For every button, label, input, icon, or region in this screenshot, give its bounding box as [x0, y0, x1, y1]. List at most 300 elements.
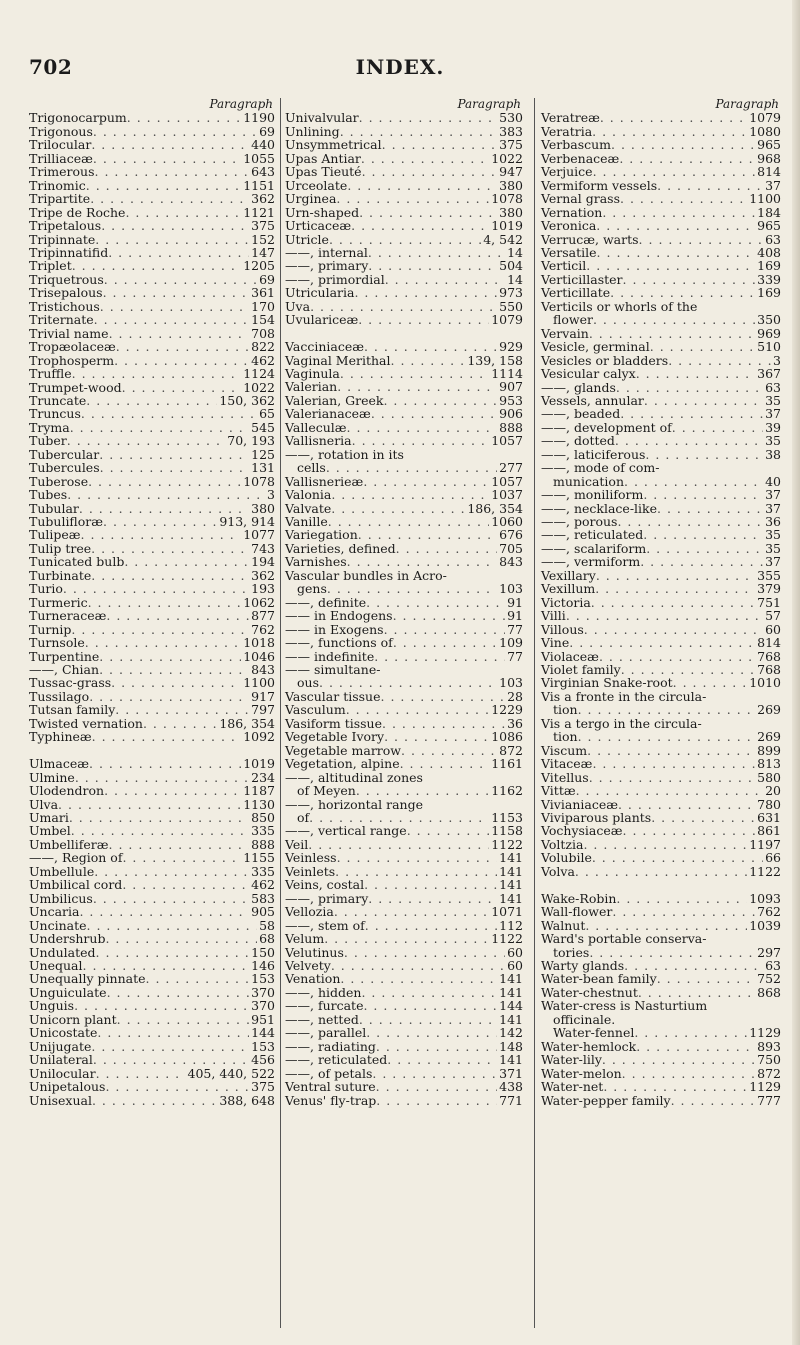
- index-entry: [541, 650, 781, 663]
- index-entry: [29, 824, 275, 837]
- paragraph-reference: 969: [757, 325, 781, 341]
- index-entry: [29, 569, 275, 582]
- paragraph-reference: 676: [499, 527, 523, 543]
- index-entry: [541, 959, 781, 972]
- index-term: Valerianaceæ: [285, 406, 371, 422]
- index-entry: [285, 690, 523, 703]
- paragraph-reference: 530: [499, 110, 523, 126]
- index-entry: [541, 865, 781, 878]
- index-entry: [285, 838, 523, 851]
- paragraph-reference: 1130: [243, 796, 275, 812]
- dot-leader: [595, 582, 755, 595]
- paragraph-reference: 36: [507, 715, 523, 731]
- index-term: Verbenaceæ: [541, 150, 620, 166]
- dot-leader: [104, 273, 257, 286]
- paragraph-reference: 379: [757, 581, 781, 597]
- paragraph-reference: 1100: [749, 191, 781, 207]
- index-entry: [541, 313, 781, 326]
- index-term: Water-melon: [541, 1065, 622, 1081]
- index-term: Violaceæ: [541, 648, 599, 664]
- paragraph-reference: 20: [765, 783, 781, 799]
- index-term: Trigonocarpum: [29, 110, 127, 126]
- paragraph-reference: 545: [251, 419, 275, 435]
- paragraph-reference: 872: [757, 1065, 781, 1081]
- dot-leader: [636, 367, 755, 380]
- index-term: Tristichous: [29, 298, 100, 314]
- index-term: Truffle: [29, 366, 72, 382]
- index-term: Vitellus: [541, 769, 589, 785]
- paragraph-reference: 37: [765, 487, 781, 503]
- index-entry: [285, 219, 523, 232]
- index-term: ——, internal: [285, 244, 368, 260]
- index-term: Vernation: [541, 204, 603, 220]
- index-entry: [541, 1026, 781, 1039]
- dot-leader: [376, 1040, 497, 1053]
- paragraph-reference: 861: [757, 823, 781, 839]
- index-term: Umari: [29, 809, 69, 825]
- dot-leader: [586, 259, 755, 272]
- index-entry: [29, 784, 275, 797]
- dot-leader: [85, 636, 241, 649]
- paragraph-reference: 148: [499, 1038, 523, 1054]
- index-term: Unlining: [285, 123, 340, 139]
- paragraph-reference: 28: [507, 688, 523, 704]
- index-entry: [541, 999, 781, 1012]
- index-entry: [29, 676, 275, 689]
- index-term: Tubes: [29, 487, 68, 503]
- paragraph-reference: 1079: [491, 312, 523, 328]
- dot-leader: [668, 354, 771, 367]
- paragraph-reference: 965: [757, 218, 781, 234]
- paragraph-reference: 38: [765, 446, 781, 462]
- index-term: ——, necklace-like: [541, 500, 658, 516]
- index-term: Valerian: [285, 379, 338, 395]
- index-term: Tripe de Roche: [29, 204, 126, 220]
- index-entry: [29, 246, 275, 259]
- index-term: Tryma: [29, 419, 70, 435]
- dot-leader: [368, 259, 497, 272]
- index-entry: [285, 636, 523, 649]
- index-term: Undulated: [29, 944, 96, 960]
- index-term: Velutinus: [285, 944, 344, 960]
- dot-leader: [107, 986, 250, 999]
- index-term: Vexillum: [541, 581, 596, 597]
- index-term: Water-chestnut: [541, 984, 638, 1000]
- index-entry: [541, 932, 781, 945]
- dot-leader: [644, 394, 763, 407]
- dot-leader: [368, 246, 505, 259]
- index-entry: [541, 690, 781, 703]
- paragraph-reference: 1121: [243, 204, 275, 220]
- dot-leader: [67, 488, 265, 501]
- paragraph-reference: 154: [251, 312, 275, 328]
- index-term: officinale.: [553, 1011, 616, 1027]
- index-entry: [541, 179, 781, 192]
- index-term: Ward's portable conserva-: [541, 931, 707, 947]
- paragraph-reference: 850: [251, 809, 275, 825]
- paragraph-reference: 899: [757, 742, 781, 758]
- index-term: Vivianiaceæ: [541, 796, 618, 812]
- dot-leader: [593, 313, 755, 326]
- index-entry: [285, 555, 523, 568]
- index-term: Water-cress is Nasturtium: [541, 998, 708, 1014]
- index-term: Verticillaster: [541, 271, 623, 287]
- index-term: Unguis: [29, 998, 75, 1014]
- dot-leader: [96, 946, 250, 959]
- index-entry: [29, 932, 275, 945]
- index-term: ——, horizontal range: [285, 796, 423, 812]
- paragraph-reference: 194: [251, 554, 275, 570]
- paragraph-reference: 1055: [243, 150, 275, 166]
- index-term: —— indefinite: [285, 648, 375, 664]
- paragraph-reference: 146: [251, 957, 275, 973]
- index-term: Vessels, annular: [541, 392, 644, 408]
- paragraph-reference: 150, 362: [219, 392, 275, 408]
- index-entry: [541, 434, 781, 447]
- paragraph-reference: 1060: [491, 514, 523, 530]
- dot-leader: [393, 609, 506, 622]
- paragraph-reference: 438: [499, 1079, 523, 1095]
- index-term: flower: [553, 312, 593, 328]
- index-term: Tussac-grass: [29, 675, 112, 691]
- dot-leader: [361, 152, 489, 165]
- index-entry: [285, 192, 523, 205]
- dot-leader: [366, 596, 505, 609]
- index-entry: [29, 394, 275, 407]
- index-entry: [541, 502, 781, 515]
- index-term: Venus' fly-trap: [285, 1092, 377, 1108]
- dot-leader: [603, 1080, 747, 1093]
- index-term: Tripetalous: [29, 218, 102, 234]
- paragraph-reference: 14: [507, 271, 523, 287]
- index-term: ——, definite: [285, 594, 367, 610]
- index-entry: [29, 690, 275, 703]
- index-entry: [541, 555, 781, 568]
- paragraph-reference: 58: [259, 917, 275, 933]
- dot-leader: [401, 744, 497, 757]
- dot-leader: [124, 555, 249, 568]
- index-term: Unilocular: [29, 1065, 96, 1081]
- paragraph-reference: 1010: [749, 675, 781, 691]
- index-entry: [29, 596, 275, 609]
- index-term: Valerian, Greek: [285, 392, 384, 408]
- index-entry: [285, 757, 523, 770]
- paragraph-reference: 186, 354: [467, 500, 523, 516]
- index-entry: [541, 111, 781, 124]
- paragraph-reference: 1039: [749, 917, 781, 933]
- index-entry: [541, 407, 781, 420]
- dot-leader: [347, 555, 498, 568]
- dot-leader: [599, 650, 755, 663]
- index-entry: [285, 650, 523, 663]
- index-term: Vegetation, alpine: [285, 756, 400, 772]
- index-entry: [285, 999, 523, 1012]
- paragraph-reference: 953: [499, 392, 523, 408]
- paragraph-reference: 63: [765, 957, 781, 973]
- paragraph-reference: 370: [251, 998, 275, 1014]
- index-entry: [285, 313, 523, 326]
- index-entry: [285, 394, 523, 407]
- index-term: Unicorn plant: [29, 1011, 117, 1027]
- paragraph-reference: 868: [757, 984, 781, 1000]
- dot-leader: [326, 461, 497, 474]
- index-term: Unisexual: [29, 1092, 92, 1108]
- dot-leader: [337, 380, 497, 393]
- index-term: Ulva: [29, 796, 59, 812]
- paragraph-reference: 35: [765, 392, 781, 408]
- index-entry: [541, 448, 781, 461]
- index-entry: [29, 421, 275, 434]
- index-entry: [541, 125, 781, 138]
- index-entry: [29, 865, 275, 878]
- index-entry: [29, 152, 275, 165]
- index-term: Umbellule: [29, 863, 95, 879]
- paragraph-reference: 35: [765, 527, 781, 543]
- dot-leader: [94, 313, 250, 326]
- dot-leader: [576, 784, 763, 797]
- dot-leader: [329, 233, 481, 246]
- dot-leader: [79, 905, 249, 918]
- index-term: Water-lily: [541, 1052, 602, 1068]
- index-entry: [541, 1080, 781, 1093]
- dot-leader: [346, 703, 489, 716]
- dot-leader: [91, 1040, 249, 1053]
- dot-leader: [125, 206, 241, 219]
- index-entry: [285, 367, 523, 380]
- index-term: Vanille: [285, 514, 328, 530]
- dot-leader: [371, 407, 497, 420]
- index-term: Valonia: [285, 487, 332, 503]
- index-term: tion: [553, 729, 578, 745]
- index-term: Veil: [285, 836, 309, 852]
- index-entry: [285, 919, 523, 932]
- dot-leader: [99, 448, 249, 461]
- index-entry: [29, 179, 275, 192]
- index-entry: [285, 111, 523, 124]
- paragraph-reference: 57: [765, 608, 781, 624]
- dot-leader: [618, 798, 755, 811]
- index-entry: [29, 650, 275, 663]
- dot-leader: [391, 354, 466, 367]
- dot-leader: [596, 219, 755, 232]
- dot-leader: [584, 623, 763, 636]
- index-entry: [541, 273, 781, 286]
- dot-leader: [63, 582, 249, 595]
- index-entry: [285, 233, 523, 246]
- paragraph-reference: 375: [251, 218, 275, 234]
- index-term: Vis a tergo in the circula-: [541, 715, 702, 731]
- paragraph-reference: 1086: [491, 729, 523, 745]
- paragraph-reference: 1062: [243, 594, 275, 610]
- index-term: —— in Exogens: [285, 621, 384, 637]
- dot-leader: [93, 1053, 249, 1066]
- index-entry: [285, 730, 523, 743]
- running-head: INDEX.: [355, 55, 445, 79]
- index-term: ——, Chian: [29, 662, 100, 678]
- index-term: Vegetable marrow: [285, 742, 402, 758]
- index-entry: [285, 569, 523, 582]
- dot-leader: [93, 892, 249, 905]
- index-entry: [29, 1040, 275, 1053]
- index-term: ——, vermiform: [541, 554, 641, 570]
- index-term: ——, netted: [285, 1011, 359, 1027]
- index-entry: [541, 542, 781, 555]
- index-entry: [541, 165, 781, 178]
- paragraph-reference: 141: [499, 971, 523, 987]
- paragraph-reference: 877: [251, 608, 275, 624]
- dot-leader: [616, 892, 747, 905]
- dot-leader: [593, 165, 756, 178]
- index-entry: [29, 475, 275, 488]
- index-entry: [29, 138, 275, 151]
- index-term: Trimerous: [29, 164, 95, 180]
- index-term: ——, porous: [541, 514, 618, 530]
- index-entry: [285, 461, 523, 474]
- index-term: Violet family: [541, 662, 621, 678]
- paragraph-reference: 370: [251, 984, 275, 1000]
- dot-leader: [575, 865, 747, 878]
- dot-leader: [615, 434, 763, 447]
- dot-leader: [611, 138, 755, 151]
- paragraph-reference: 440: [251, 137, 275, 153]
- dot-leader: [619, 152, 755, 165]
- dot-leader: [657, 972, 755, 985]
- dot-leader: [309, 811, 489, 824]
- dot-leader: [335, 865, 497, 878]
- index-term: Velvety: [285, 957, 331, 973]
- index-entry: [29, 367, 275, 380]
- dot-leader: [636, 1040, 755, 1053]
- index-term: Vallisnerieæ: [285, 473, 364, 489]
- index-entry: [541, 475, 781, 488]
- dot-leader: [592, 851, 763, 864]
- dot-leader: [623, 273, 756, 286]
- index-entry: [29, 300, 275, 313]
- paragraph-reference: 768: [757, 648, 781, 664]
- paragraph-reference: 141: [499, 1052, 523, 1068]
- index-term: ——, development of: [541, 419, 672, 435]
- dot-leader: [72, 367, 242, 380]
- dot-leader: [376, 1094, 497, 1107]
- paragraph-reference: 1122: [491, 836, 523, 852]
- index-entry: [541, 609, 781, 622]
- index-entry: [29, 515, 275, 528]
- paragraph-reference: 141: [499, 890, 523, 906]
- paragraph-reference: 147: [251, 244, 275, 260]
- paragraph-reference: 141: [499, 1011, 523, 1027]
- dot-leader: [382, 717, 505, 730]
- index-entry: [541, 233, 781, 246]
- index-entry: [541, 986, 781, 999]
- index-entry: [285, 851, 523, 864]
- index-entry: [541, 138, 781, 151]
- paragraph-reference: 144: [251, 1025, 275, 1041]
- index-term: ——, vertical range: [285, 823, 407, 839]
- index-term: Veratreæ: [541, 110, 600, 126]
- dot-leader: [89, 690, 249, 703]
- index-term: Triquetrous: [29, 271, 104, 287]
- dot-leader: [352, 434, 490, 447]
- paragraph-reference: 170: [251, 298, 275, 314]
- index-entry: [29, 259, 275, 272]
- paragraph-reference: 905: [251, 904, 275, 920]
- index-term: Unijugate: [29, 1038, 92, 1054]
- paragraph-reference: 69: [259, 271, 275, 287]
- dot-leader: [108, 246, 249, 259]
- paragraph-reference: 750: [757, 1052, 781, 1068]
- index-entry: [541, 717, 781, 730]
- dot-leader: [650, 340, 755, 353]
- index-term: Viscum: [541, 742, 588, 758]
- dot-leader: [646, 542, 763, 555]
- index-term: Vaginula: [285, 366, 340, 382]
- paragraph-reference: 893: [757, 1038, 781, 1054]
- index-term: Veinlets: [285, 863, 336, 879]
- dot-leader: [122, 381, 242, 394]
- index-entry: [285, 179, 523, 192]
- index-term: Varnishes: [285, 554, 347, 570]
- paragraph-reference: 37: [765, 500, 781, 516]
- index-entry: [29, 919, 275, 932]
- index-term: Verbascum: [541, 137, 612, 153]
- dot-leader: [354, 286, 497, 299]
- paragraph-reference: 1077: [243, 527, 275, 543]
- dot-leader: [340, 972, 497, 985]
- paragraph-reference: 504: [499, 258, 523, 274]
- index-entry: [285, 1080, 523, 1093]
- index-entry: [285, 771, 523, 784]
- paragraph-reference: 68: [259, 931, 275, 947]
- dot-leader: [359, 1013, 497, 1026]
- index-term: of: [297, 809, 310, 825]
- dot-leader: [334, 905, 489, 918]
- paragraph-reference: 141: [499, 984, 523, 1000]
- index-term: Urn-shaped: [285, 204, 360, 220]
- index-term: Truncate: [29, 392, 87, 408]
- index-term: Trivial name: [29, 325, 109, 341]
- index-entry: [29, 1013, 275, 1026]
- index-entry: [29, 878, 275, 891]
- paragraph-reference: 917: [251, 688, 275, 704]
- index-term: ——, moniliform: [541, 487, 644, 503]
- paragraph-reference: 66: [765, 850, 781, 866]
- index-entry: [285, 528, 523, 541]
- index-entry: [541, 824, 781, 837]
- paragraph-reference: 1122: [749, 863, 781, 879]
- index-entry: [285, 380, 523, 393]
- index-entry: [541, 757, 781, 770]
- index-column-3: [541, 98, 781, 1107]
- dot-leader: [643, 488, 763, 501]
- index-term: Wall-flower: [541, 904, 613, 920]
- index-term: Umbelliferæ: [29, 836, 109, 852]
- index-entry: [541, 246, 781, 259]
- index-term: ——, beaded: [541, 406, 621, 422]
- index-entry: [285, 596, 523, 609]
- paragraph-reference: 234: [251, 769, 275, 785]
- dot-leader: [600, 111, 747, 124]
- dot-leader: [364, 340, 497, 353]
- index-entry: [285, 986, 523, 999]
- dot-leader: [393, 636, 497, 649]
- paragraph-reference: 1129: [749, 1025, 781, 1041]
- dot-leader: [566, 609, 763, 622]
- paragraph-reference: 1124: [243, 366, 275, 382]
- paragraph-reference: 139, 158: [467, 352, 523, 368]
- index-term: Trilocular: [29, 137, 92, 153]
- paragraph-reference: 405, 440, 522: [187, 1065, 275, 1081]
- dot-leader: [610, 286, 755, 299]
